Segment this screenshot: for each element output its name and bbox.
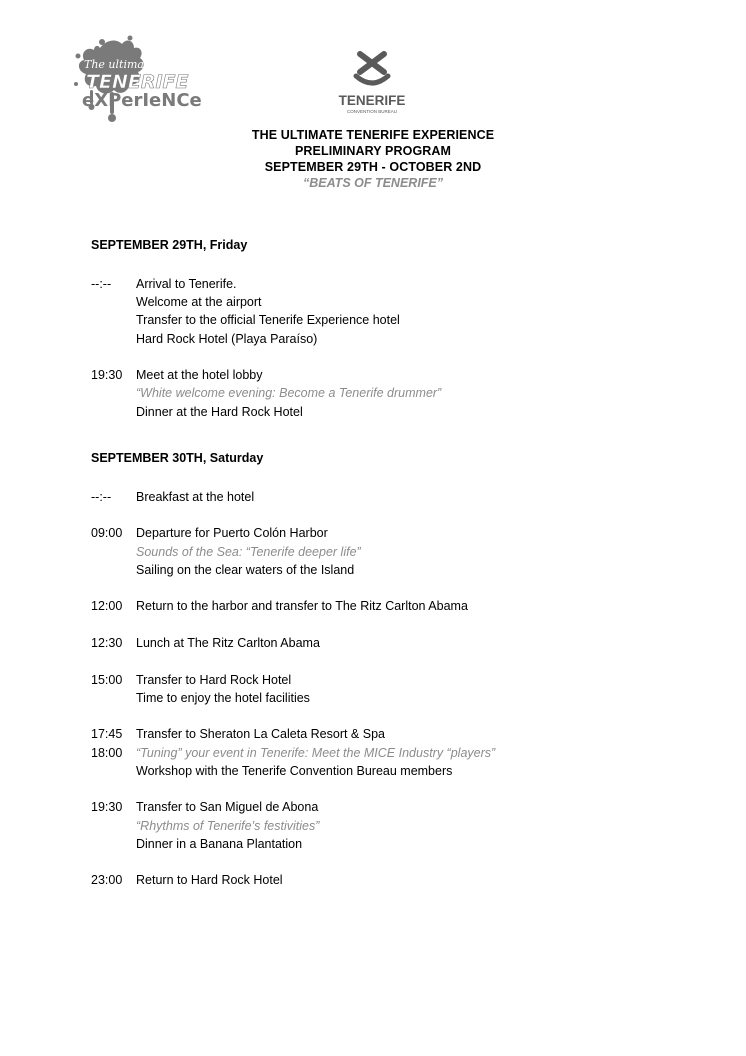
entry-line: Return to the harbor and transfer to The Ritz Carlton Abama [136,599,468,614]
entry-time: 09:00 [91,526,123,541]
schedule-entry [91,725,691,780]
schedule-entry [91,634,691,652]
entry-time: 12:30 [91,636,123,650]
entry-time-column [91,366,136,421]
entry-line: Dinner in a Banana Plantation [136,836,303,851]
entry-activity-title: “White welcome evening: Become a Tenerife drummer” [136,386,442,401]
entry-line: Return to Hard Rock Hotel [136,873,283,888]
day-title: SEPTEMBER 29TH, Friday [91,238,248,252]
entry-time-column [91,488,136,506]
program-subtitle: PRELIMINARY PROGRAM [294,144,452,158]
entry-line: Breakfast at the hotel [136,489,255,504]
day-separator [91,421,691,449]
program-schedule [91,236,691,890]
cross-smile-icon [356,54,388,83]
entry-activity-title: “Rhythms of Tenerife’s festivities” [136,818,320,833]
schedule-entry [91,275,691,348]
day-title: SEPTEMBER 30TH, Saturday [91,450,264,465]
entry-time: 19:30 [91,368,123,383]
logo-left-line2: TENERIFE [86,71,189,93]
entry-time-column [91,275,136,348]
entry-line: Arrival to Tenerife. [136,277,237,291]
entry-line: Transfer to the official Tenerife Experience hotel [136,313,400,328]
entry-line: Workshop with the Tenerife Convention Bureau members [136,763,453,778]
entry-time: 23:00 [91,873,123,888]
schedule-entry [91,798,691,853]
program-title: THE ULTIMATE TENERIFE EXPERIENCE [251,128,495,142]
entry-time-column [91,671,136,707]
schedule-entry [91,671,691,707]
schedule-entry [91,597,691,615]
entry-line: Hard Rock Hotel (Playa Paraíso) [136,331,318,346]
entry-line: Departure for Puerto Colón Harbor [136,526,328,541]
entry-line: Welcome at the airport [136,295,262,310]
entry-time-column [91,871,136,889]
entry-activity-title: Sounds of the Sea: “Tenerife deeper life” [136,544,361,559]
entry-line: Meet at the hotel lobby [136,368,263,383]
logo-left-line1: The ultimate [84,58,155,71]
entry-activity-title: “Tuning” your event in Tenerife: Meet the MICE Industry “players” [136,745,496,760]
entry-time-column [91,798,136,853]
entry-time: 17:45 [91,727,123,742]
entry-line: Transfer to Hard Rock Hotel [136,672,292,687]
entry-time: 15:00 [91,672,123,687]
entry-time-column [91,524,136,579]
logo-right-tagline: CONVENTION BUREAU [346,109,398,114]
schedule-entry [91,524,691,579]
entry-time: 19:30 [91,800,123,815]
program-theme: “BEATS OF TENERIFE” [302,176,444,190]
entry-line: Time to enjoy the hotel facilities [136,690,310,705]
schedule-entry [91,871,691,889]
tenerife-experience-logo [70,34,220,126]
logo-right-name: TENERIFE [338,93,406,108]
schedule-entry [91,366,691,421]
entry-time: 12:00 [91,599,123,614]
logo-left-line3: eXPerIeNCe [82,90,202,111]
entry-time-column [91,597,136,615]
entry-line: Transfer to San Miguel de Abona [136,800,319,815]
entry-time: --:-- [91,277,112,291]
entry-time-secondary: 18:00 [91,745,123,760]
entry-line: Lunch at The Ritz Carlton Abama [136,636,320,650]
entry-line: Sailing on the clear waters of the Island [136,562,355,577]
entry-time-column [91,725,136,780]
entry-time: --:-- [91,489,112,504]
schedule-entry [91,488,691,506]
program-header [0,127,746,191]
program-dates: SEPTEMBER 29TH - OCTOBER 2ND [264,160,482,174]
entry-time-column [91,634,136,652]
entry-line: Dinner at the Hard Rock Hotel [136,404,303,419]
tenerife-convention-bureau-logo [322,48,422,118]
entry-line: Transfer to Sheraton La Caleta Resort & Spa [136,727,385,742]
